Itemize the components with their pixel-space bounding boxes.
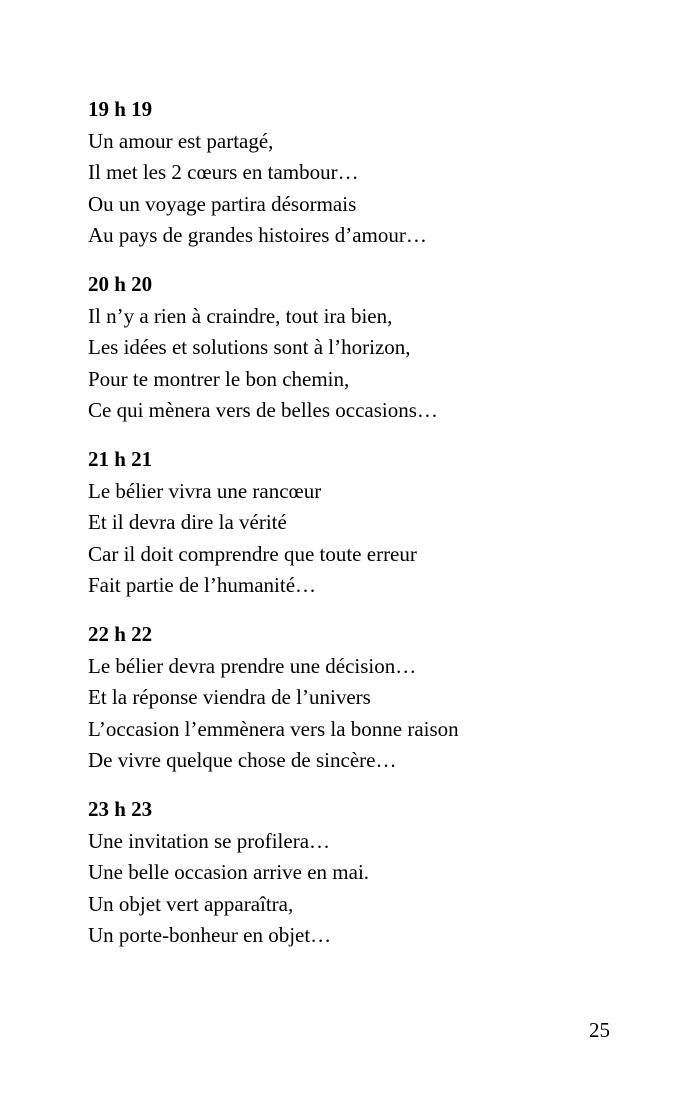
verse-line: Il met les 2 cœurs en tambour… [88, 160, 359, 184]
stanza-heading: 20 h 20 [88, 272, 153, 296]
verse-line: Fait partie de l’humanité… [88, 573, 317, 597]
verse-line: Le bélier devra prendre une décision… [88, 653, 417, 678]
verse-line: L’occasion l’emmènera vers la bonne raison [88, 716, 459, 741]
stanza-heading: 22 h 22 [88, 622, 153, 646]
stanza-heading: 19 h 19 [88, 97, 153, 121]
verse-line: Un porte-bonheur en objet… [88, 923, 332, 947]
verse-line: Et il devra dire la vérité [88, 510, 287, 534]
verse-line: Et la réponse viendra de l’univers [88, 685, 371, 709]
stanza [88, 94, 459, 252]
stanza [88, 269, 459, 427]
verse-line: Au pays de grandes histoires d’amour… [88, 223, 427, 247]
poem-list [88, 94, 459, 969]
stanza [88, 444, 459, 602]
stanza [88, 794, 459, 952]
verse-line: Les idées et solutions sont à l’horizon, [88, 335, 411, 359]
verse-line: Ou un voyage partira désormais [88, 191, 357, 216]
verse-line: Pour te montrer le bon chemin, [88, 366, 350, 391]
verse-line: Une belle occasion arrive en mai. [88, 860, 370, 884]
verse-line: Un amour est partagé, [88, 128, 274, 153]
verse-line: Ce qui mènera vers de belles occasions… [88, 398, 438, 422]
verse-line: Il n’y a rien à craindre, tout ira bien, [88, 303, 393, 328]
stanza [88, 619, 459, 777]
verse-line: Un objet vert apparaîtra, [88, 891, 294, 916]
verse-line: Le bélier vivra une rancœur [88, 478, 322, 503]
verse-line: Car il doit comprendre que toute erreur [88, 541, 417, 566]
page-number: 25 [589, 1018, 610, 1042]
verse-line: De vivre quelque chose de sincère… [88, 748, 397, 772]
verse-line: Une invitation se profilera… [88, 828, 331, 853]
stanza-heading: 21 h 21 [88, 447, 153, 471]
stanza-heading: 23 h 23 [88, 797, 153, 821]
